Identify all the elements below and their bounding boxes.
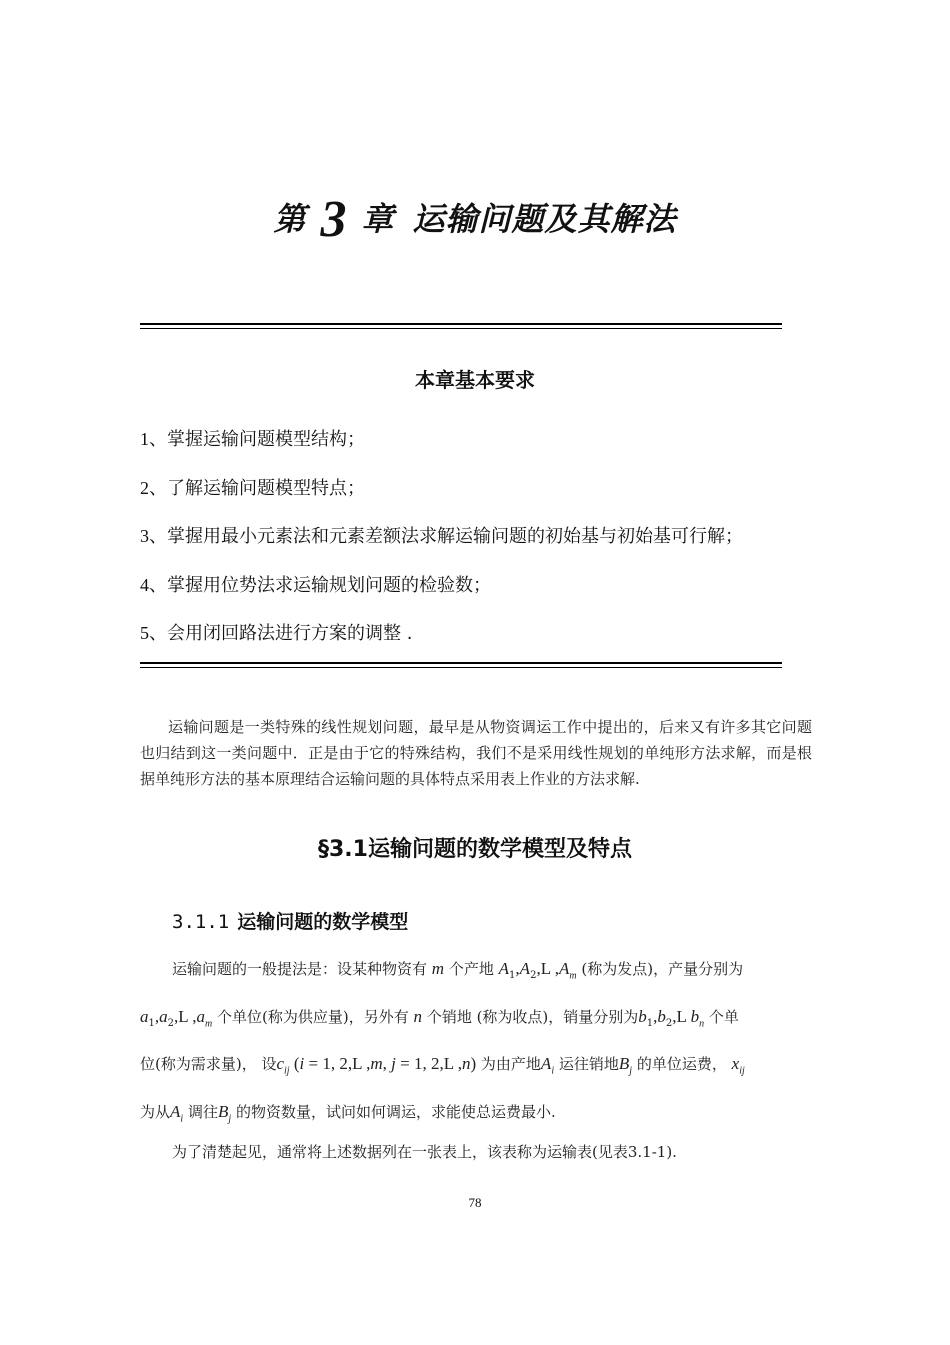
requirements-heading: 本章基本要求 <box>415 368 535 392</box>
body-line-1: 运输问题的一般提法是：设某种物资有 m 个产地 $A_1,A_2,L$ $,A_m$ (称为发点)，产量分别为 <box>172 959 744 982</box>
chapter-prefix: 第 <box>273 200 307 238</box>
requirement-item: 5、会用闭回路法进行方案的调整 . <box>140 623 413 644</box>
chapter-suffix: 章 <box>361 200 395 238</box>
top-divider <box>140 323 782 329</box>
requirement-item: 3、掌握用最小元素法和元素差额法求解运输问题的初始基与初始基可行解； <box>140 526 743 547</box>
chapter-title <box>0 190 950 249</box>
subsection-heading: 3.1.1 运输问题的数学模型 <box>172 911 409 933</box>
body-line-4: 为从$A_i$ 调往$B_j$ 的物资数量，试问如何调运，求能使总运费最小. <box>140 1102 556 1125</box>
requirement-item: 2、了解运输问题模型特点； <box>140 478 365 499</box>
body-line-5: 为了清楚起见，通常将上述数据列在一张表上，该表称为运输表(见表3.1-1). <box>172 1143 677 1161</box>
page-number: 78 <box>468 1195 482 1210</box>
bottom-divider <box>140 662 782 668</box>
requirement-item: 1、掌握运输问题模型结构； <box>140 429 365 450</box>
section-heading: §3.1运输问题的数学模型及特点 <box>318 837 632 862</box>
body-line-3: 位(称为需求量)， 设$c_{ij}$ (i = 1, 2,L ,m, j = 1, 2,L ,n) 为由产地$A_i$ 运往销地$B_j$ 的单位运费， $x_{ij}$ <box>140 1054 745 1077</box>
requirement-item: 4、掌握用位势法求运输规划问题的检验数； <box>140 575 491 596</box>
body-line-2: $a_1,a_2,L$ $,a_m$ 个单位(称为供应量)，另外有 n 个销地 (称为收点)，销量分别为$b_1,b_2,L$ $b_n$ 个单 <box>140 1007 739 1030</box>
chapter-number: 3 <box>320 191 348 248</box>
intro-paragraph: 运输问题是一类特殊的线性规划问题，最早是从物资调运工作中提出的，后来又有许多其它问题也归结到这一类问题中．正是由于它的特殊结构，我们不是采用线性规划的单纯形方法求解，而是根据单纯形方法的基本原理结合运输问题的具体特点采用表上作业的方法求解. <box>140 718 812 788</box>
chapter-name: 运输问题及其解法 <box>412 200 677 238</box>
